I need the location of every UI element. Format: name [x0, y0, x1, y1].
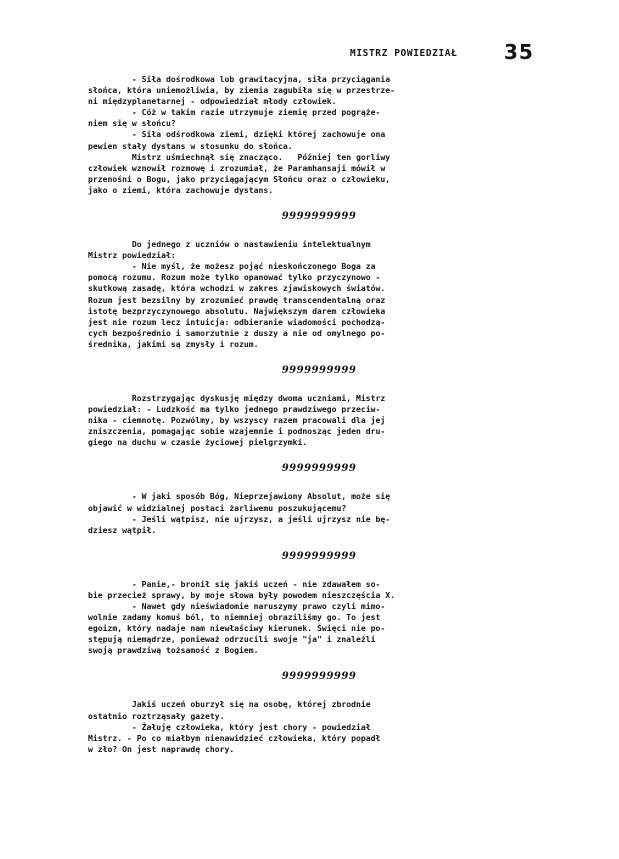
- body-text: [88, 74, 550, 755]
- paragraph-sick-man: Jakiś uczeń oburzył się na osobę, której zbrodnie ostatnio roztrząsały gazety. - Żałuję człowieka, który jest chory - powiedział Mistrz. - Po co miałbym nienawidzieć człowieka, który popadł w zło? On jest naprawdę chory.: [88, 699, 381, 754]
- paragraph-egoism: - Panie,- bronił się jakiś uczeń - nie zdawałem so- bie przecież sprawy, by moje słowa były powodem nieszczęścia X. - Nawet gdy nieświadomie naruszymy prawo czyli mimo- wolnie zadamy komuś ból, to niemniej obraziliśmy go. To jest egoizm, który nadaje nam niewłaściwy kierunek. Święci nie po- stępują niemądrze, ponieważ odrzucili swoje "ja" i znaleźli swoją prawdziwą tożsamość z Bogiem.: [88, 578, 395, 656]
- section-separator: 9999999999: [281, 463, 357, 475]
- paragraph-ignorance: Rozstrzygając dyskusję między dwoma uczniami, Mistrz powiedział: - Ludzkość ma tylko jednego prawdziwego przeciw- nika - ciemnotę. Pozwólmy, by wszyscy razem pracowali dla jej zniszczenia, pomagając sobie wzajemnie i podnosząc jeden dru- giego na duchu w czasie życiowej pielgrzymki.: [88, 392, 386, 448]
- running-title: MISTRZ POWIEDZIAŁ: [350, 48, 458, 59]
- paragraph-intuition: Do jednego z uczniów o nastawieniu intelektualnym Mistrz powiedział: - Nie myśl, że możesz pojąć nieskończonego Boga za pomocą rozumu. Rozum może tylko opanować tylko przyczynowo - skutkową zasadę, która wchodzi w zakres zjawiskowych światów. Rozum jest bezsilny by zrozumieć prawdę transcendentalną oraz istotę bezprzyczynowego absolutu. Największym darem człowieka jest nie rozum lecz intuicja: odbieranie wiadomości pochodzą- cych bezpośrednio i samorzutnie z duszy a nie od omylnego po- średnika, jakimi są zmysły i rozum.: [88, 239, 386, 349]
- paragraph-doubt: - W jaki sposób Bóg, Nieprzejawiony Absolut, może się objawić w widzialnej postaci żarliwemu poszukującemu? - Jeśli wątpisz, nie ujrzysz, a jeśli ujrzysz nie bę- dziesz wątpił.: [88, 491, 391, 535]
- paragraph-gravity: - Siła dośrodkowa lub grawitacyjna, siła przyciągania słońca, która uniemożliwia, by ziemia zagubiła się w przestrze- ni międzyplanetarnej - odpowiedział młody człowiek. - Cóż w takim razie utrzymuje ziemię przed pogrąże- niem się w słońcu? - Siła odśrodkowa ziemi, dzięki której zachowuje ona pewien stały dystans w stosunku do słońca. Mistrz uśmiechnął się znacząco. Później ten gorliwy człowiek wznowił rozmowę i zrozumiał, że Paramhansaji mówił w przenośni o Bogu, jako przyciągającym Słońcu oraz o człowieku, jako o ziemi, która zachowuje dystans.: [88, 74, 395, 195]
- section-separator: 9999999999: [281, 211, 357, 223]
- section-separator: 9999999999: [281, 671, 357, 683]
- section-separator: 9999999999: [281, 364, 357, 376]
- page-header: [88, 40, 550, 66]
- section-separator: 9999999999: [281, 550, 357, 562]
- page-number: 35: [504, 40, 534, 64]
